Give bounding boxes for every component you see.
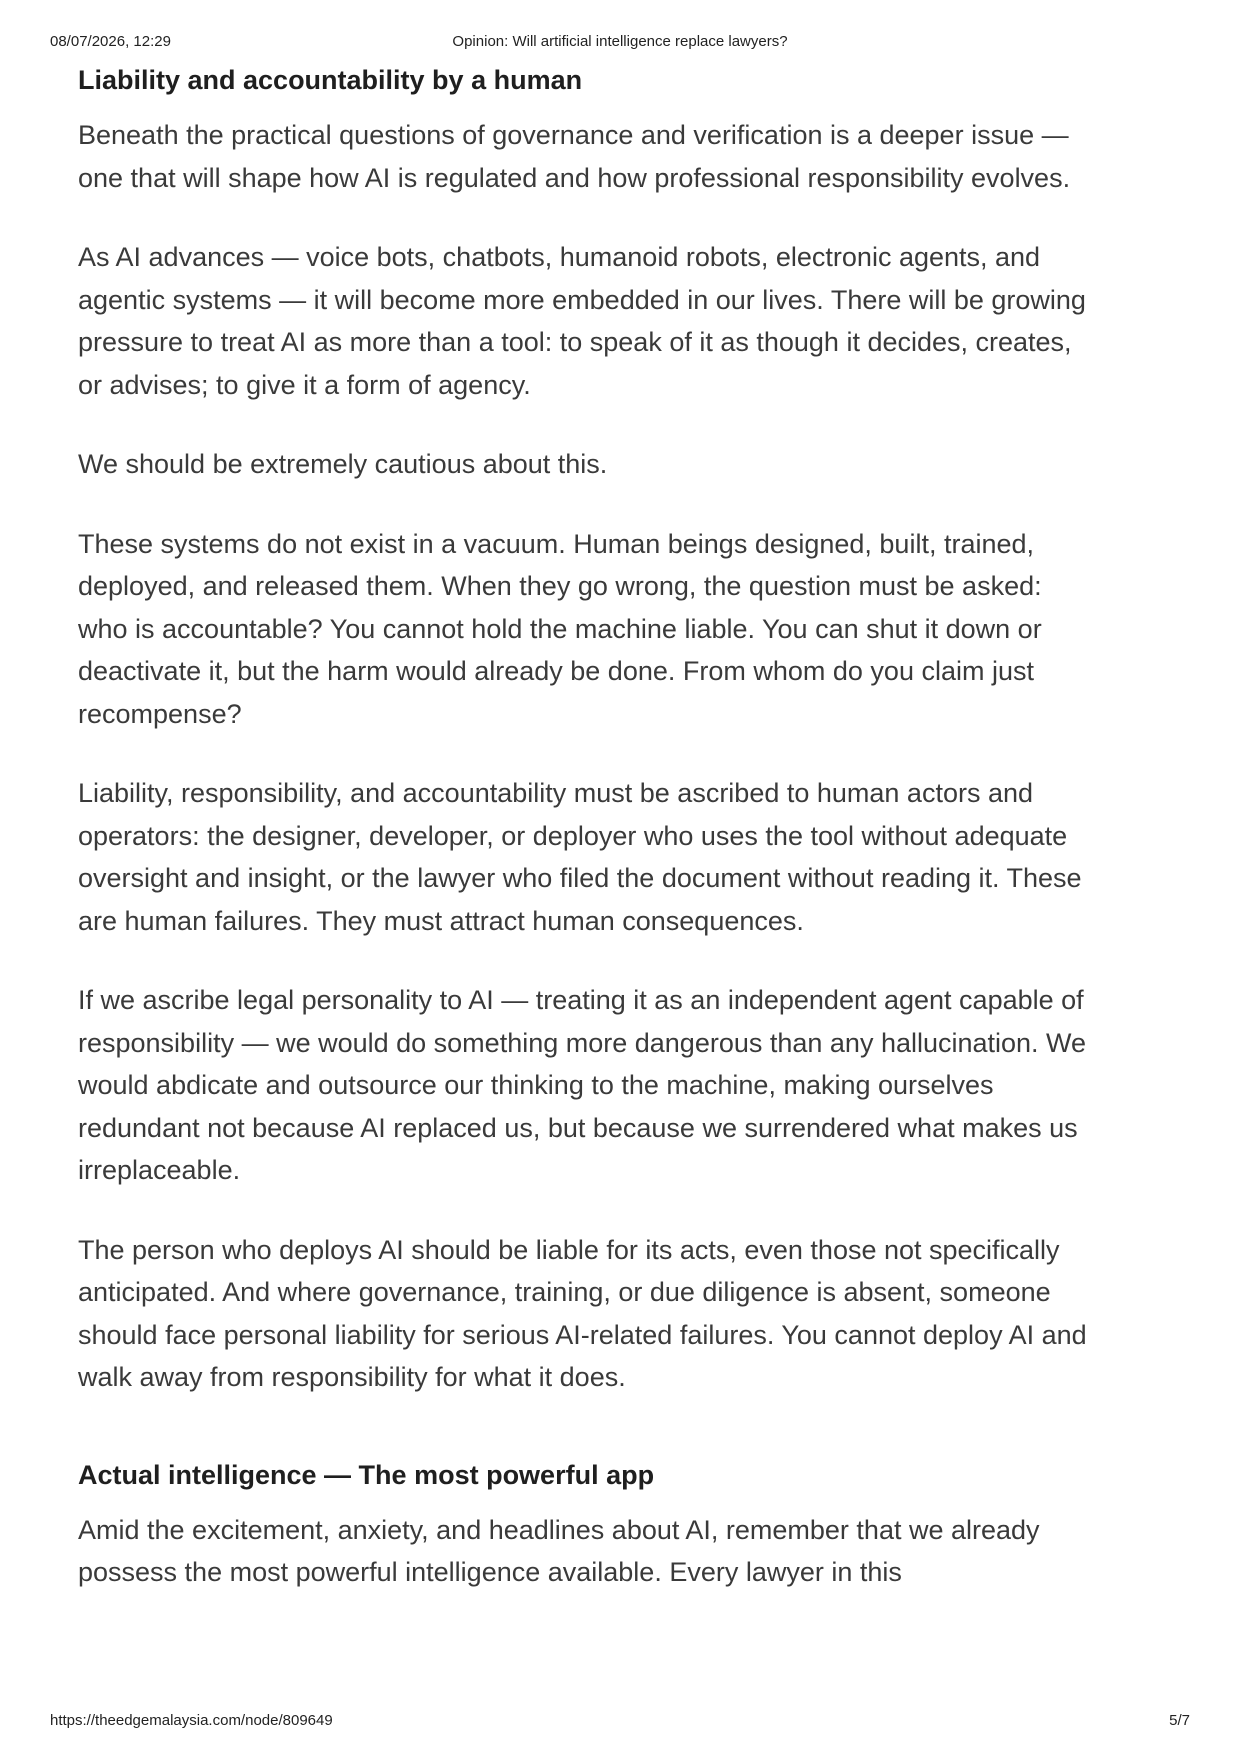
article-paragraph: Amid the excitement, anxiety, and headlines about AI, remember that we already possess the most powerful intelligence available. Every lawyer in this xyxy=(78,1514,1040,1587)
section-heading-actual-intelligence: Actual intelligence — The most powerful app xyxy=(78,1459,655,1490)
print-header xyxy=(50,33,1190,53)
print-footer xyxy=(50,1712,1190,1732)
article-paragraph: These systems do not exist in a vacuum. Human beings designed, built, trained, deployed, and released them. When they go wrong, the question must be asked: who is accountable? You cannot hold the machine liable. You can shut it down or deactivate it, but the harm would already be done. From whom do you claim just recompense? xyxy=(78,528,1042,729)
article-paragraph: As AI advances — voice bots, chatbots, humanoid robots, electronic agents, and agentic systems — it will become more embedded in our lives. There will be growing pressure to treat AI as more than a tool: to speak of it as though it decides, creates, or advises; to give it a form of agency. xyxy=(78,242,1086,400)
article-paragraph: If we ascribe legal personality to AI — treating it as an independent agent capable of responsibility — we would do something more dangerous than any hallucination. We would abdicate and outsource our thinking to the machine, making ourselves redundant not because AI replaced us, but because we surrendered what makes us irreplaceable. xyxy=(78,985,1087,1185)
print-page-title: Opinion: Will artificial intelligence replace lawyers? xyxy=(452,33,788,50)
page-url[interactable]: https://theedgemalaysia.com/node/809649 xyxy=(50,1712,333,1729)
article-body xyxy=(78,62,1098,1631)
article-paragraph: Liability, responsibility, and accountability must be ascribed to human actors and operators: the designer, developer, or deployer who uses the tool without adequate oversight and insight, or the lawyer who filed the document without reading it. These are human failures. They must attract human consequences. xyxy=(78,778,1082,936)
article-paragraph: We should be extremely cautious about this. xyxy=(78,449,608,479)
page-number: 5/7 xyxy=(1169,1712,1190,1729)
section-heading-liability: Liability and accountability by a human xyxy=(78,65,583,95)
print-datetime: 08/07/2026, 12:29 xyxy=(50,33,171,50)
article-paragraph: The person who deploys AI should be liable for its acts, even those not specifically anticipated. And where governance, training, or due diligence is absent, someone should face personal liability for serious AI-related failures. You cannot deploy AI and walk away from responsibility for what it does. xyxy=(78,1234,1087,1392)
article-paragraph: Beneath the practical questions of governance and verification is a deeper issue — one that will shape how AI is regulated and how professional responsibility evolves. xyxy=(78,120,1071,193)
